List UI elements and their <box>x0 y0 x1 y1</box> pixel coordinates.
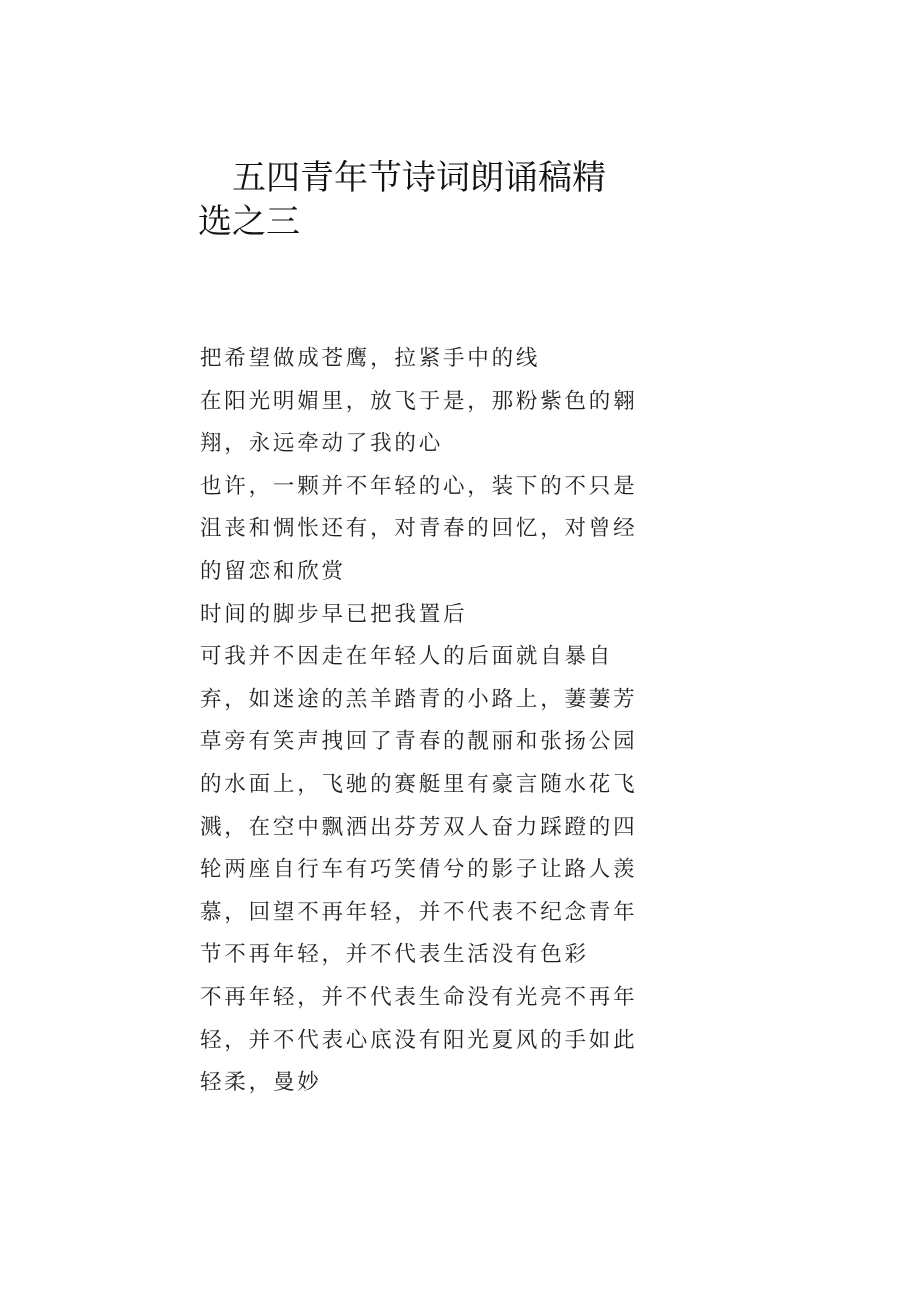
poem-body <box>200 338 638 1105</box>
poem-line: 可我并不因走在年轻人的后面就自暴自 <box>200 644 614 670</box>
poem-line: 也许，一颗并不年轻的心，装下的不只是 <box>200 473 638 499</box>
poem-line: 的水面上，飞驰的赛艇里有豪言随水花飞 <box>200 771 638 797</box>
poem-line: 时间的脚步早已把我置后 <box>200 601 468 627</box>
poem-line: 的留恋和欣赏 <box>200 558 346 584</box>
poem-line: 草旁有笑声拽回了青春的靓丽和张扬公园 <box>200 729 638 755</box>
poem-line: 轮两座自行车有巧笑倩兮的影子让路人羡 <box>200 857 638 883</box>
poem-line: 溅，在空中飘洒出芬芳双人奋力踩蹬的四 <box>200 814 638 840</box>
poem-line: 轻，并不代表心底没有阳光夏风的手如此 <box>200 1027 638 1053</box>
poem-line: 把希望做成苍鹰，拉紧手中的线 <box>200 346 541 371</box>
poem-line: 节不再年轻，并不代表生活没有色彩 <box>200 942 589 968</box>
poem-line: 慕，回望不再年轻，并不代表不纪念青年 <box>200 899 638 925</box>
poem-line: 在阳光明媚里，放飞于是，那粉紫色的翱 <box>200 388 638 414</box>
poem-line: 翔，永远牵动了我的心 <box>200 431 444 457</box>
document-title: 五四青年节诗词朗诵稿精选之三 <box>198 158 606 242</box>
poem-line: 弃，如迷途的羔羊踏青的小路上，萋萋芳 <box>200 686 638 712</box>
poem-line: 轻柔，曼妙 <box>200 1070 322 1096</box>
poem-line: 沮丧和惆怅还有，对青春的回忆，对曾经 <box>200 516 638 542</box>
poem-line: 不再年轻，并不代表生命没有光亮不再年 <box>200 984 638 1010</box>
